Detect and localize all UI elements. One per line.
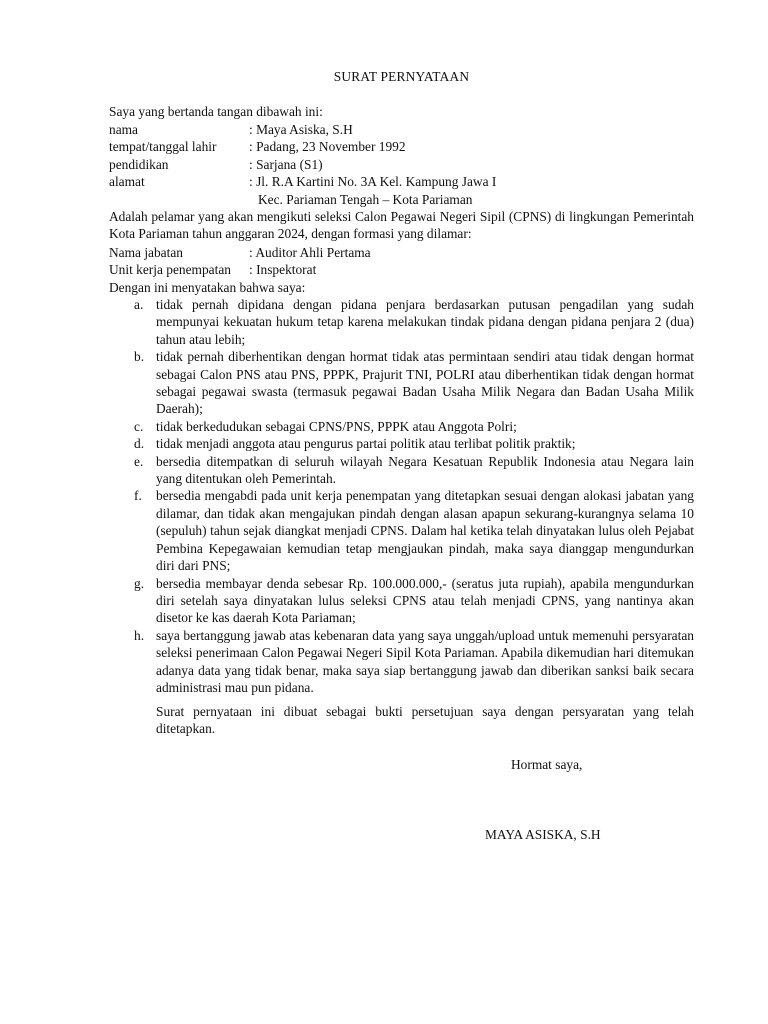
- field-value: : Maya Asiska, S.H: [249, 122, 353, 137]
- field-label: Unit kerja penempatan: [109, 262, 231, 278]
- field-row-education: [109, 156, 694, 173]
- field-value: : Sarjana (S1): [249, 156, 323, 172]
- document-title: SURAT PERNYATAAN: [333, 69, 470, 84]
- list-item-text: bersedia mengabdi pada unit kerja penempatan yang ditetapkan sesuai dengan alokasi jabatan yang dilamar, dan tidak akan mengajukan pindah dengan alasan apapun sekurang-kurangnya selama 10 (sepuluh) tahun sejak diangkat menjadi CPNS. Dalam hal ketika telah dinyatakan lulus oleh Pejabat Pembina Kepegawaian kemudian tetap mengjaukan pindah, maka saya dianggap mengundurkan diri dari PNS;: [156, 488, 694, 574]
- field-label: Nama jabatan: [109, 245, 183, 260]
- closing-paragraph: Surat pernyataan ini dibuat sebagai bukti persetujuan saya dengan persyaratan yang telah ditetapkan.: [156, 704, 694, 737]
- field-value: : Jl. R.A Kartini No. 3A Kel. Kampung Jawa I: [249, 174, 497, 190]
- list-item: [109, 487, 694, 574]
- field-label: alamat: [109, 174, 145, 190]
- field-row-position: [109, 244, 694, 261]
- list-item: [109, 575, 694, 627]
- identity-fields: [109, 121, 694, 208]
- field-row-unit: [109, 261, 694, 278]
- list-item-text: bersedia membayar denda sebesar Rp. 100.000.000,- (seratus juta rupiah), apabila mengundurkan diri setelah saya dinyatakan lulus seleksi CPNS atau telah menjadi CPNS, yang nantinya akan disetor ke kas daerah Kota Pariaman;: [156, 575, 694, 626]
- list-item: [109, 627, 694, 697]
- list-item-text: tidak pernah dipidana dengan pidana penjara berdasarkan putusan pengadilan yang sudah mempunyai kekuatan hukum tetap karena melakukan tindak pidana dengan pidana penjara 2 (dua) tahun atau lebih;: [156, 297, 694, 347]
- list-item: [109, 435, 694, 452]
- list-marker: a.: [134, 297, 144, 312]
- list-marker: e.: [134, 453, 144, 469]
- list-item-text: saya bertanggung jawab atas kebenaran data yang saya unggah/upload untuk memenuhi persyaratan seleksi penerimaan Calon Pegawai Negeri Sipil Kota Pariaman. Apabila dikemudian hari ditemukan adanya data yang tidak benar, maka saya siap bertanggung jawab dan diberikan sanksi baik secara administrasi mau pun pidana.: [156, 627, 694, 695]
- list-item-text: tidak menjadi anggota atau pengurus partai politik atau terlibat politik praktik;: [156, 436, 576, 452]
- applicant-paragraph: Adalah pelamar yang akan mengikuti seleksi Calon Pegawai Negeri Sipil (CPNS) di lingkungan Pemerintah Kota Pariaman tahun anggaran 2024, dengan formasi yang dilamar:: [109, 209, 694, 242]
- field-row-address-cont: [109, 191, 694, 208]
- field-row-birth: [109, 138, 694, 155]
- statement-list: [109, 296, 694, 696]
- position-fields: [109, 244, 694, 279]
- field-value: Kec. Pariaman Tengah – Kota Pariaman: [258, 191, 473, 207]
- list-marker: b.: [134, 349, 145, 365]
- list-item: [109, 418, 694, 435]
- field-value: : Padang, 23 November 1992: [249, 139, 406, 155]
- list-item: [109, 348, 694, 418]
- intro-line: Saya yang bertanda tangan dibawah ini:: [109, 104, 323, 119]
- field-label: pendidikan: [109, 156, 169, 172]
- field-row-address: [109, 173, 694, 190]
- list-marker: h.: [134, 627, 145, 643]
- field-label: tempat/tanggal lahir: [109, 139, 217, 155]
- salutation: Hormat saya,: [511, 757, 583, 772]
- list-item-text: tidak pernah diberhentikan dengan hormat tidak atas permintaan sendiri atau tidak dengan hormat sebagai Calon PNS atau PNS, PPPK, Prajurit TNI, POLRI atau diberhentikan tidak dengan hormat sebagai pegawai swasta (termasuk pegawai Badan Usaha Milik Negara dan Badan Usaha Milik Daerah);: [156, 349, 694, 417]
- list-item: [109, 453, 694, 488]
- field-value: : Auditor Ahli Pertama: [249, 245, 371, 260]
- signer-name: MAYA ASISKA, S.H: [485, 827, 601, 842]
- list-item-text: tidak berkedudukan sebagai CPNS/PNS, PPPK atau Anggota Polri;: [156, 418, 517, 434]
- list-marker: c.: [134, 418, 144, 434]
- list-marker: g.: [134, 575, 145, 591]
- statement-intro: Dengan ini menyatakan bahwa saya:: [109, 280, 306, 295]
- list-item-text: bersedia ditempatkan di seluruh wilayah Negara Kesatuan Republik Indonesia atau Negara lain yang ditentukan oleh Pemerintah.: [156, 453, 694, 487]
- field-label: nama: [109, 122, 138, 137]
- list-marker: d.: [134, 436, 145, 452]
- list-marker: f.: [134, 488, 142, 504]
- list-item: [109, 296, 694, 348]
- field-label: [109, 191, 249, 208]
- field-row-name: [109, 121, 694, 138]
- field-value: : Inspektorat: [249, 262, 317, 278]
